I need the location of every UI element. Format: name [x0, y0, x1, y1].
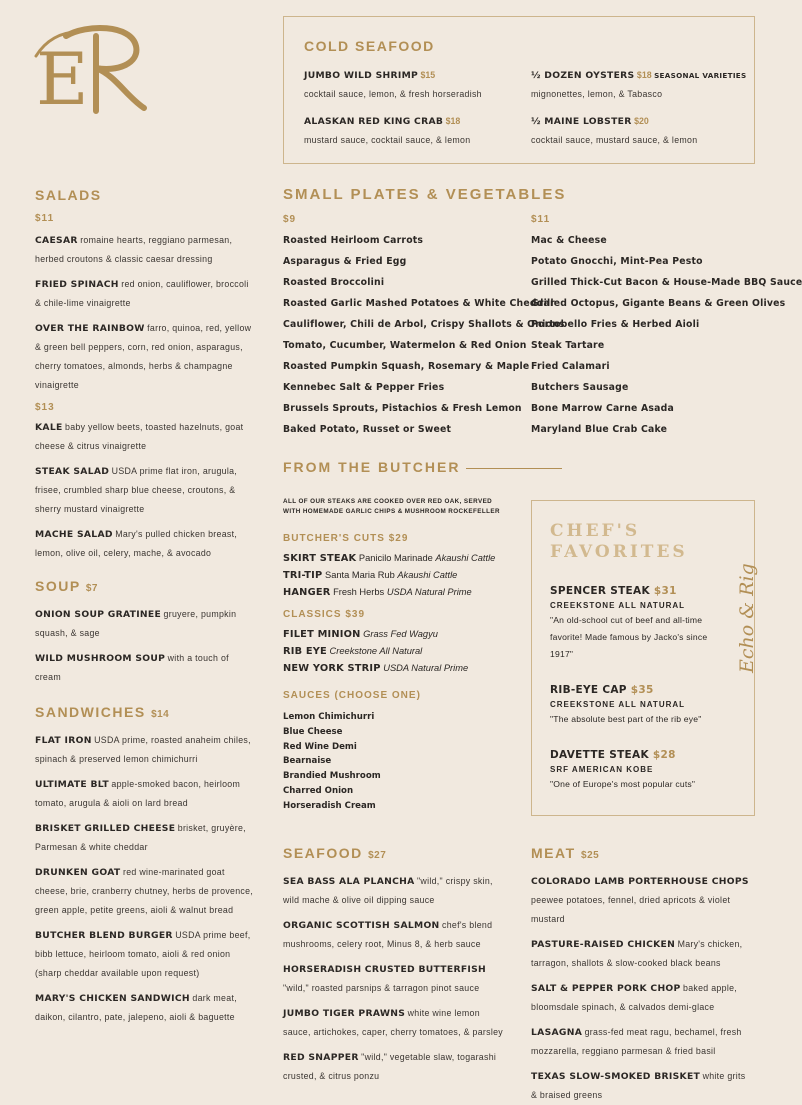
- list-item: Potato Gnocchi, Mint-Pea Pesto: [531, 256, 703, 267]
- list-item: Mac & Cheese: [531, 235, 607, 246]
- menu-item: FLAT IRON USDA prime, roasted anaheim chiles, spinach & preserved lemon chimichurri: [35, 735, 251, 764]
- menu-item: WILD MUSHROOM SOUP with a touch of cream: [35, 653, 229, 682]
- svg-text:E: E: [36, 37, 89, 121]
- list-item: Roasted Pumpkin Squash, Rosemary & Maple: [283, 361, 530, 372]
- menu-item: DRUNKEN GOAT red wine-marinated goat cheese, brie, cranberry chutney, herbs de provence, green apple, petite greens, aioli & walnut bread: [35, 867, 254, 915]
- menu-item: ALASKAN RED KING CRAB $18 mustard sauce, cocktail sauce, & lemon: [304, 116, 471, 145]
- list-item: Cauliflower, Chili de Arbol, Crispy Shallots & Onions: [283, 319, 565, 330]
- menu-item: SALT & PEPPER PORK CHOP baked apple, bloomsdale spinach, & calvados demi-glace: [531, 983, 738, 1012]
- menu-item: CAESAR romaine hearts, reggiano parmesan, herbed croutons & classic caesar dressing: [35, 235, 233, 264]
- list-item: Kennebec Salt & Pepper Fries: [283, 382, 445, 393]
- list-item: Tomato, Cucumber, Watermelon & Red Onion: [283, 340, 527, 351]
- butcher-note: ALL OF OUR STEAKS ARE COOKED OVER RED OAK, SERVED WITH HOMEMADE GARLIC CHIPS & MUSHROOM ROCKEFELLER: [283, 498, 500, 515]
- small-plates-list-b: [531, 230, 802, 440]
- menu-item: PASTURE-RAISED CHICKEN Mary's chicken, tarragon, shallots & slow-cooked black beans: [531, 939, 743, 968]
- list-item: Lemon Chimichurri: [283, 712, 375, 722]
- cold-seafood-title: COLD SEAFOOD: [304, 38, 435, 54]
- menu-item: TEXAS SLOW-SMOKED BRISKET white grits & braised greens: [531, 1071, 746, 1100]
- menu-item: FRIED SPINACH red onion, cauliflower, broccoli & chile-lime vinaigrette: [35, 279, 249, 308]
- list-item: Charred Onion: [283, 785, 354, 796]
- salads-price-a: $11: [35, 213, 55, 224]
- menu-item: LASAGNA grass-fed meat ragu, bechamel, fresh mozzarella, reggiano parmesan & fried basil: [531, 1027, 742, 1056]
- menu-item: ULTIMATE BLT apple-smoked bacon, heirloom tomato, arugula & aioli on lard bread: [35, 779, 241, 808]
- menu-item: ONION SOUP GRATINEE gruyere, pumpkin squash, & sage: [35, 609, 237, 638]
- list-item: Asparagus & Fried Egg: [283, 256, 407, 267]
- menu-item: MACHE SALAD Mary's pulled chicken breast, lemon, olive oil, celery, mache, & avocado: [35, 529, 238, 558]
- echo-rig-signature: Echo & Rig: [736, 563, 758, 673]
- list-item: Brandied Mushroom: [283, 771, 381, 782]
- menu-item: ½ DOZEN OYSTERS $18 SEASONAL VARIETIES mignonettes, lemon, & Tabasco: [531, 70, 747, 99]
- restaurant-logo: [26, 16, 151, 121]
- list-item: Red Wine Demi: [283, 741, 357, 752]
- list-item: Bearnaise: [283, 756, 332, 767]
- list-item: Steak Tartare: [531, 340, 605, 351]
- seafood-list: [283, 872, 505, 1086]
- list-item: Fried Calamari: [531, 361, 610, 372]
- list-item: Horseradish Cream: [283, 800, 376, 811]
- list-item: Brussels Sprouts, Pistachios & Fresh Lemon: [283, 403, 522, 414]
- menu-item: JUMBO WILD SHRIMP $15 cocktail sauce, lemon, & fresh horseradish: [304, 70, 482, 99]
- menu-item: BRISKET GRILLED CHEESE brisket, gruyère, Parmesan & white cheddar: [35, 823, 246, 852]
- list-item: TRI-TIP Santa Maria Rub Akaushi Cattle: [283, 570, 458, 581]
- salads-title: SALADS: [35, 187, 102, 203]
- menu-item: COLORADO LAMB PORTERHOUSE CHOPS peewee potatoes, fennel, dried apricots & violet mustard: [531, 876, 749, 924]
- soup-title: SOUP $7: [35, 578, 98, 594]
- menu-item: ORGANIC SCOTTISH SALMON chef's blend mushrooms, celery root, Minus 8, & herb sauce: [283, 920, 493, 949]
- small-plates-price-b: $11: [531, 214, 551, 225]
- cold-seafood-box: [283, 16, 755, 164]
- chef-item: DAVETTE STEAK $28 SRF AMERICAN KOBE "One of Europe's most popular cuts": [550, 749, 696, 789]
- meat-list: [531, 872, 753, 1105]
- butchers-cuts-title: BUTCHER'S CUTS $29: [283, 533, 409, 544]
- chef-item: SPENCER STEAK $31 CREEKSTONE ALL NATURAL "An old-school cut of beef and all-time favorite! Made famous by Jacko's since 1917": [550, 585, 708, 659]
- menu-item: KALE baby yellow beets, toasted hazelnuts, goat cheese & citrus vinaigrette: [35, 422, 244, 451]
- list-item: Roasted Garlic Mashed Potatoes & White Cheddar: [283, 298, 555, 309]
- menu-item: ½ MAINE LOBSTER $20 cocktail sauce, mustard sauce, & lemon: [531, 116, 698, 145]
- list-item: Maryland Blue Crab Cake: [531, 424, 668, 435]
- menu-item: STEAK SALAD USDA prime flat iron, arugula, frisee, crumbled sharp blue cheese, croutons, & sherry mustard vinaigrette: [35, 466, 238, 514]
- list-item: Grilled Octopus, Gigante Beans & Green Olives: [531, 298, 786, 309]
- seafood-title: SEAFOOD $27: [283, 845, 387, 861]
- sauces-title: SAUCES (CHOOSE ONE): [283, 690, 421, 701]
- butchers-cuts-list: [283, 550, 495, 601]
- classics-title: CLASSICS $39: [283, 609, 366, 620]
- list-item: SKIRT STEAK Panicilo Marinade Akaushi Cattle: [283, 553, 496, 564]
- chef-item: RIB-EYE CAP $35 CREEKSTONE ALL NATURAL "The absolute best part of the rib eye": [550, 684, 702, 724]
- list-item: Bone Marrow Carne Asada: [531, 403, 674, 414]
- list-item: Grilled Thick-Cut Bacon & House-Made BBQ Sauce: [531, 277, 802, 288]
- chefs-favorites-title: CHEF'S FAVORITES: [550, 521, 688, 562]
- list-item: Portobello Fries & Herbed Aioli: [531, 319, 700, 330]
- menu-item: MARY'S CHICKEN SANDWICH dark meat, daikon, cilantro, pate, jalepeno, aioli & baguette: [35, 993, 237, 1022]
- list-item: Blue Cheese: [283, 726, 343, 737]
- meat-title: MEAT $25: [531, 845, 600, 861]
- butcher-title: FROM THE BUTCHER: [283, 458, 562, 476]
- list-item: Roasted Broccolini: [283, 277, 385, 288]
- title-rule: [466, 468, 562, 469]
- menu-item: RED SNAPPER "wild," vegetable slaw, togarashi crusted, & citrus ponzu: [283, 1052, 497, 1081]
- logo-monogram: [26, 16, 151, 121]
- salads-price-b: $13: [35, 402, 55, 413]
- list-item: Roasted Heirloom Carrots: [283, 235, 424, 246]
- list-item: NEW YORK STRIP USDA Natural Prime: [283, 663, 469, 674]
- list-item: Baked Potato, Russet or Sweet: [283, 424, 452, 435]
- menu-item: OVER THE RAINBOW farro, quinoa, red, yellow & green bell peppers, corn, red onion, asparagus, cherry tomatoes, almonds, herbs & champagne vinaigrette: [35, 323, 252, 390]
- list-item: HANGER Fresh Herbs USDA Natural Prime: [283, 587, 472, 598]
- left-column: [35, 186, 257, 1027]
- sandwiches-title: SANDWICHES $14: [35, 704, 170, 720]
- menu-item: HORSERADISH CRUSTED BUTTERFISH "wild," roasted parsnips & tarragon pinot sauce: [283, 964, 487, 993]
- menu-item: SEA BASS ALA PLANCHA "wild," crispy skin, wild mache & olive oil dipping sauce: [283, 876, 493, 905]
- sauces-list: [283, 710, 381, 814]
- list-item: FILET MINION Grass Fed Wagyu: [283, 629, 438, 640]
- menu-item: BUTCHER BLEND BURGER USDA prime beef, bibb lettuce, heirloom tomato, aioli & red onion (sharp cheddar available upon request): [35, 930, 251, 978]
- small-plates-title: SMALL PLATES & VEGETABLES: [283, 186, 567, 203]
- small-plates-price-a: $9: [283, 214, 297, 225]
- small-plates-list-a: [283, 230, 565, 440]
- chefs-favorites-box: [531, 500, 758, 816]
- list-item: RIB EYE Creekstone All Natural: [283, 646, 423, 657]
- menu-item: JUMBO TIGER PRAWNS white wine lemon sauce, artichokes, caper, cherry tomatoes, & parsley: [283, 1008, 503, 1037]
- list-item: Butchers Sausage: [531, 382, 629, 393]
- classics-list: [283, 626, 468, 677]
